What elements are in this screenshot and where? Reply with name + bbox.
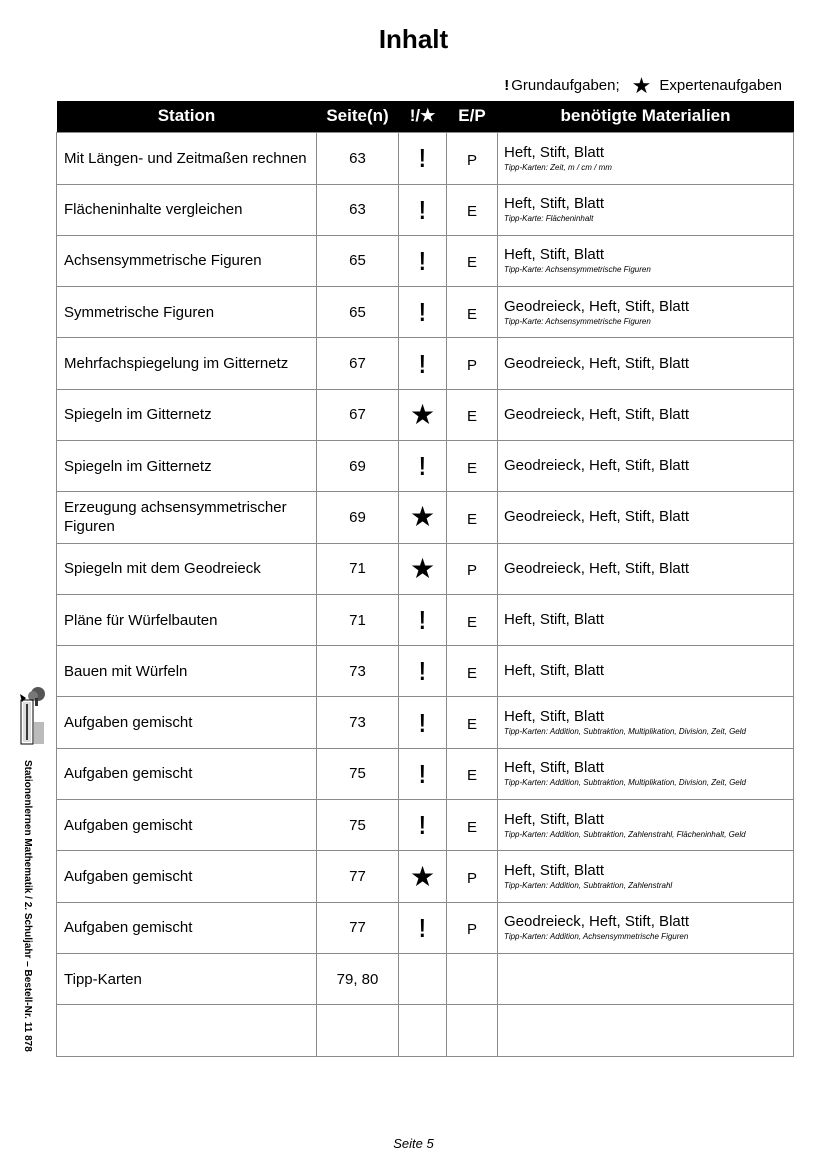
materials-text: Heft, Stift, Blatt [504,195,605,213]
task-type-cell [399,132,447,184]
page-number-cell: 67 [317,389,399,440]
materials-text: Heft, Stift, Blatt [504,662,605,680]
page-number-cell: 79, 80 [317,953,399,1004]
ep-cell: P [447,902,498,953]
ep-cell: E [447,184,498,235]
station-name: Symmetrische Figuren [57,287,317,338]
task-type-cell [399,800,447,851]
ep-cell: P [447,338,498,389]
exclamation-icon: ! [419,297,426,328]
page-number: Seite 5 [393,1136,434,1151]
page-number-cell: 63 [317,184,399,235]
ep-cell: E [447,389,498,440]
materials-text: Geodreieck, Heft, Stift, Blatt [504,559,690,577]
page-number-cell: 69 [317,440,399,491]
table-row [57,953,794,1004]
exclamation-icon: ! [419,245,426,276]
materials-cell [498,594,794,645]
page-number-cell: 67 [317,338,399,389]
ep-cell: P [447,543,498,594]
ep-cell: E [447,646,498,697]
station-name: Achsensymmetrische Figuren [57,235,317,286]
station-name: Mehrfachspiegelung im Gitternetz [57,338,317,389]
table-row [57,338,794,389]
materials-cell [498,492,794,543]
exclamation-icon: ! [419,143,426,173]
materials-cell [498,697,794,748]
ep-cell: P [447,851,498,902]
task-type-cell [399,697,447,748]
page-number-cell: 69 [317,492,399,543]
tip-cards-note: Tipp-Karte: Flächeninhalt [504,214,594,224]
side-order-info: Stationenlernen Mathematik / 2. Schuljahr – Bestell-Nr. 11 878 [22,760,33,1052]
tip-cards-note: Tipp-Karten: Addition, Achsensymmetrische Figuren [504,932,689,942]
ep-cell: E [447,440,498,491]
station-name: Mit Längen- und Zeitmaßen rechnen [57,132,317,184]
materials-cell [498,851,794,902]
table-row [57,851,794,902]
page-number-cell: 71 [317,543,399,594]
task-type-cell [399,287,447,338]
page-number-cell: 75 [317,748,399,799]
materials-cell [498,389,794,440]
station-name: Aufgaben gemischt [57,902,317,953]
page-number-cell: 71 [317,594,399,645]
station-name: Aufgaben gemischt [57,851,317,902]
exclamation-icon: ! [419,707,426,738]
page-title: Inhalt [378,24,449,54]
table-row [57,235,794,286]
materials-cell [498,184,794,235]
station-name: Aufgaben gemischt [57,697,317,748]
page-number-cell: 65 [317,287,399,338]
materials-text: Geodreieck, Heft, Stift, Blatt [504,405,690,423]
header-station: Station [57,101,317,132]
task-type-cell [399,1005,447,1056]
materials-text: Geodreieck, Heft, Stift, Blatt [504,297,690,315]
header-materials: benötigte Materialien [498,101,794,132]
table-row [57,800,794,851]
station-name: Pläne für Würfelbauten [57,594,317,645]
station-name: Spiegeln im Gitternetz [57,389,317,440]
exclamation-icon: ! [419,758,426,789]
tip-cards-note: Tipp-Karten: Addition, Subtraktion, Multiplikation, Division, Zeit, Geld [504,727,746,737]
header-ep: E/P [447,101,498,132]
task-type-cell [399,338,447,389]
exclamation-icon: ! [419,194,426,225]
station-name: Aufgaben gemischt [57,748,317,799]
table-row [57,389,794,440]
task-type-cell [399,748,447,799]
table-row [57,697,794,748]
ep-cell: E [447,800,498,851]
task-type-cell [399,594,447,645]
station-name: Tipp-Karten [57,953,317,1004]
materials-cell [498,902,794,953]
task-type-cell [399,184,447,235]
page-number-cell: 75 [317,800,399,851]
materials-cell [498,800,794,851]
table-row [57,902,794,953]
exclamation-icon: ! [419,810,426,841]
publisher-logo [16,686,48,746]
exclamation-icon: ! [419,912,426,943]
star-icon: ★ [409,398,436,430]
task-type-cell [399,953,447,1004]
materials-text: Geodreieck, Heft, Stift, Blatt [504,508,690,526]
materials-cell [498,132,794,184]
page-number-cell: 73 [317,646,399,697]
ep-cell: E [447,594,498,645]
materials-text: Heft, Stift, Blatt [504,143,605,161]
legend-basic-label: Grundaufgaben; [511,77,620,94]
task-type-cell [399,902,447,953]
materials-cell [498,440,794,491]
materials-cell [498,953,794,1004]
table-row [57,1005,794,1056]
task-type-cell [399,440,447,491]
legend-expert-label: Expertenaufgaben [659,77,782,94]
page-number-cell: 65 [317,235,399,286]
legend [504,72,782,98]
materials-text: Heft, Stift, Blatt [504,810,605,828]
materials-text: Heft, Stift, Blatt [504,759,605,777]
page-number-cell: 73 [317,697,399,748]
materials-text: Heft, Stift, Blatt [504,708,605,726]
station-name: Spiegeln mit dem Geodreieck [57,543,317,594]
materials-text: Heft, Stift, Blatt [504,611,605,629]
ep-cell [447,1005,498,1056]
table-row [57,748,794,799]
star-icon: ★ [409,501,436,533]
task-type-cell [399,235,447,286]
materials-cell [498,543,794,594]
star-icon: ★ [409,552,436,584]
materials-text: Heft, Stift, Blatt [504,246,605,264]
ep-cell: E [447,697,498,748]
tip-cards-note: Tipp-Karten: Zeit, m / cm / mm [504,162,612,172]
table-row [57,594,794,645]
exclamation-icon: ! [419,348,426,379]
table-row [57,287,794,338]
table-row [57,646,794,697]
tip-cards-note: Tipp-Karten: Addition, Subtraktion, Zahlenstrahl [504,881,673,890]
task-type-cell [399,646,447,697]
ep-cell [447,953,498,1004]
tip-cards-note: Tipp-Karte: Achsensymmetrische Figuren [504,265,651,275]
tip-cards-note: Tipp-Karte: Achsensymmetrische Figuren [504,316,651,326]
materials-cell [498,748,794,799]
table-row [57,492,794,543]
materials-cell [498,235,794,286]
task-type-cell [399,543,447,594]
table-row [57,132,794,184]
station-name: Flächeninhalte vergleichen [57,184,317,235]
ep-cell: E [447,748,498,799]
page-number-cell: 77 [317,902,399,953]
star-icon: ★ [631,72,652,98]
materials-text: Geodreieck, Heft, Stift, Blatt [504,354,690,372]
station-name [57,1005,317,1056]
exclamation-icon: ! [419,451,426,482]
task-type-cell [399,492,447,543]
station-name: Aufgaben gemischt [57,800,317,851]
table-row [57,543,794,594]
header-pages: Seite(n) [317,101,399,132]
ep-cell: E [447,287,498,338]
ep-cell: P [447,132,498,184]
materials-cell [498,646,794,697]
tip-cards-note: Tipp-Karten: Addition, Subtraktion, Zahlenstrahl, Flächeninhalt, Geld [504,829,746,839]
ep-cell: E [447,235,498,286]
task-type-cell [399,389,447,440]
task-type-cell [399,851,447,902]
materials-cell [498,287,794,338]
station-name: Bauen mit Würfeln [57,646,317,697]
ep-cell: E [447,492,498,543]
table-header-row [57,101,794,132]
station-name: Spiegeln im Gitternetz [57,440,317,491]
table-row [57,184,794,235]
exclamation-icon: ! [504,77,510,94]
contents-table [56,101,794,1057]
tip-cards-note: Tipp-Karten: Addition, Subtraktion, Multiplikation, Division, Zeit, Geld [504,778,746,788]
star-icon: ★ [409,860,436,892]
station-name: Erzeugung achsensymmetrischer Figuren [57,492,317,543]
table-row [57,440,794,491]
materials-text: Heft, Stift, Blatt [504,862,605,879]
page-number-cell: 63 [317,132,399,184]
exclamation-icon: ! [419,656,426,687]
header-type: !/★ [399,101,447,132]
page-number-cell [317,1005,399,1056]
page-number-cell: 77 [317,851,399,902]
materials-cell [498,1005,794,1056]
materials-text: Geodreieck, Heft, Stift, Blatt [504,457,690,475]
materials-text: Geodreieck, Heft, Stift, Blatt [504,913,690,931]
materials-cell [498,338,794,389]
exclamation-icon: ! [419,605,426,636]
